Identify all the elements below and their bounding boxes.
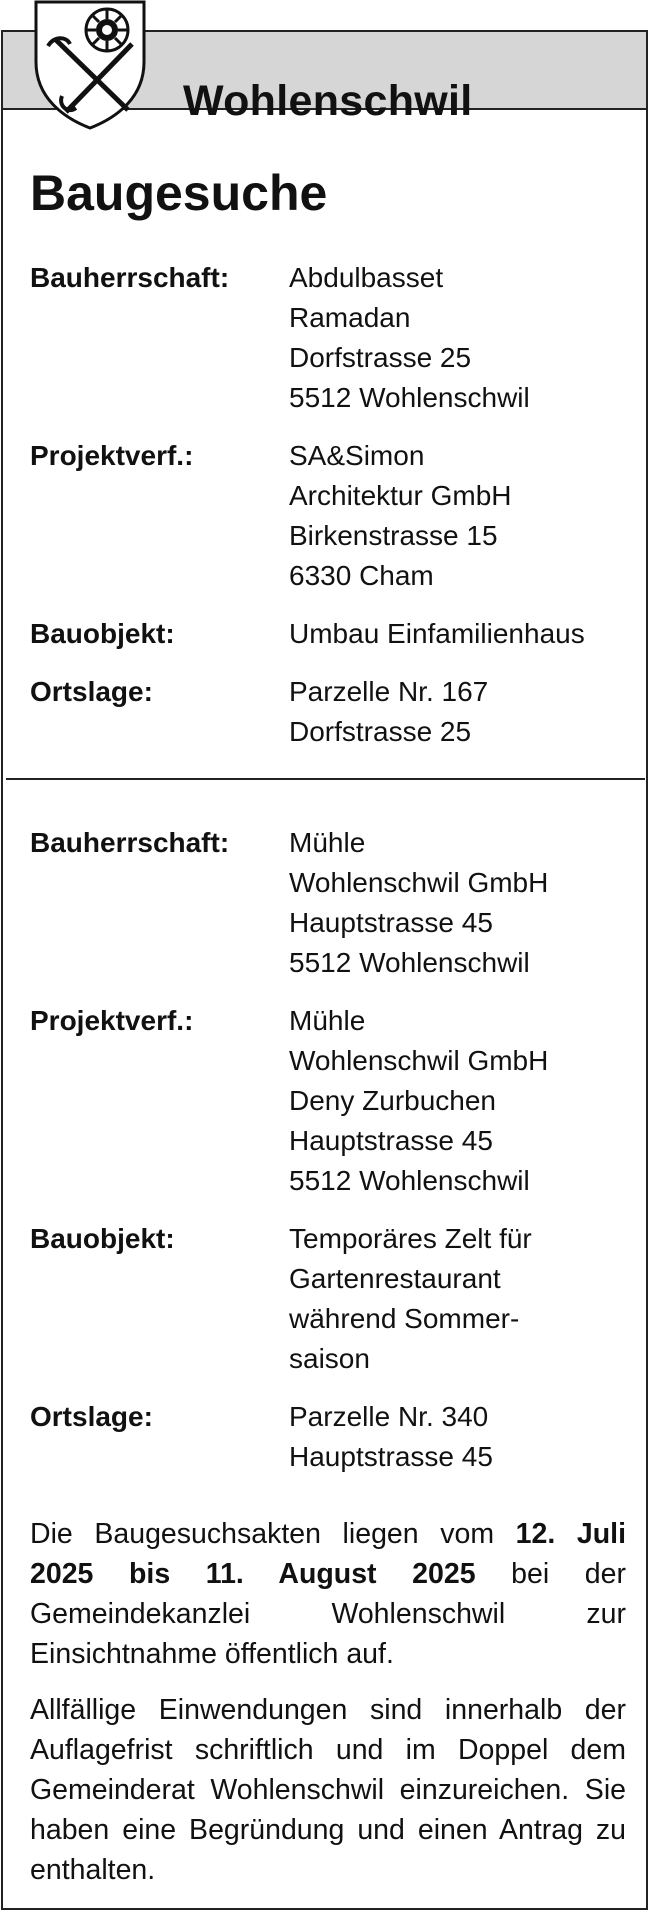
- location-label: Ortslage:: [30, 676, 153, 707]
- object-row: [30, 614, 621, 654]
- coat-of-arms-icon: [32, 0, 148, 132]
- value-line: Dorfstrasse 25: [289, 342, 472, 373]
- value-line: 5512 Wohlenschwil: [289, 382, 530, 413]
- value-line: Dorfstrasse 25: [289, 716, 472, 747]
- section-divider: [6, 778, 645, 780]
- notice-text: Die Baugesuchsakten liegen vom: [30, 1518, 516, 1550]
- page-title: Baugesuche: [30, 165, 328, 221]
- location-values: [289, 672, 621, 752]
- object-values: [289, 614, 621, 654]
- date-start: 12. Juli: [515, 1518, 626, 1550]
- builder-label: Bauherrschaft:: [30, 262, 230, 293]
- value-line: Mühle: [289, 827, 366, 858]
- value-line: Architektur GmbH: [289, 480, 512, 511]
- value-line: Gartenrestaurant: [289, 1263, 501, 1294]
- location-row: [30, 672, 621, 752]
- builder-row: [30, 258, 621, 418]
- builder-values: [289, 823, 621, 983]
- builder-values: [289, 258, 621, 418]
- value-line: Hauptstrasse 45: [289, 1125, 493, 1156]
- value-line: Mühle: [289, 1005, 366, 1036]
- municipality-name: Wohlenschwil: [183, 77, 473, 125]
- value-line: Hauptstrasse 45: [289, 1441, 493, 1472]
- application-1: [30, 258, 621, 770]
- value-line: 6330 Cham: [289, 560, 434, 591]
- value-line: Umbau Einfamilienhaus: [289, 618, 585, 649]
- value-line: Temporäres Zelt für: [289, 1223, 532, 1254]
- value-line: während Sommer-: [289, 1303, 520, 1334]
- notice-text: bei der Gemeindekanzlei Wohlenschwil zur Einsichtnahme öffentlich auf.: [30, 1558, 627, 1670]
- date-end: 2025 bis 11. August 2025: [30, 1558, 476, 1590]
- builder-row: [30, 823, 621, 983]
- value-line: Deny Zurbuchen: [289, 1085, 497, 1116]
- location-values: [289, 1397, 621, 1477]
- designer-label: Projektverf.:: [30, 440, 194, 471]
- notice-paragraph-2: Allfällige Einwendungen sind innerhalb der Auflagefrist schriftlich und im Doppel dem Gemeinderat Wohlenschwil einzureichen. Sie haben eine Begründung und einen Antrag zu enthalten.: [30, 1694, 626, 1886]
- value-line: 5512 Wohlenschwil: [289, 947, 530, 978]
- designer-values: [289, 436, 621, 596]
- designer-row: [30, 436, 621, 596]
- value-line: Wohlenschwil GmbH: [289, 867, 549, 898]
- location-label: Ortslage:: [30, 1401, 153, 1432]
- designer-row: [30, 1001, 621, 1201]
- value-line: Wohlenschwil GmbH: [289, 1045, 549, 1076]
- notice-paragraph-1: [30, 1514, 626, 1674]
- object-row: [30, 1219, 621, 1379]
- object-label: Bauobjekt:: [30, 1223, 175, 1254]
- value-line: Hauptstrasse 45: [289, 907, 493, 938]
- value-line: Birkenstrasse 15: [289, 520, 498, 551]
- value-line: Parzelle Nr. 340: [289, 1401, 489, 1432]
- value-line: SA&Simon: [289, 440, 425, 471]
- object-label: Bauobjekt:: [30, 618, 175, 649]
- builder-label: Bauherrschaft:: [30, 827, 230, 858]
- value-line: Parzelle Nr. 167: [289, 676, 489, 707]
- value-line: 5512 Wohlenschwil: [289, 1165, 530, 1196]
- value-line: Ramadan: [289, 302, 411, 333]
- location-row: [30, 1397, 621, 1477]
- application-2: [30, 823, 621, 1495]
- value-line: Abdulbasset: [289, 262, 444, 293]
- designer-label: Projektverf.:: [30, 1005, 194, 1036]
- designer-values: [289, 1001, 621, 1201]
- value-line: saison: [289, 1343, 370, 1374]
- object-values: [289, 1219, 621, 1379]
